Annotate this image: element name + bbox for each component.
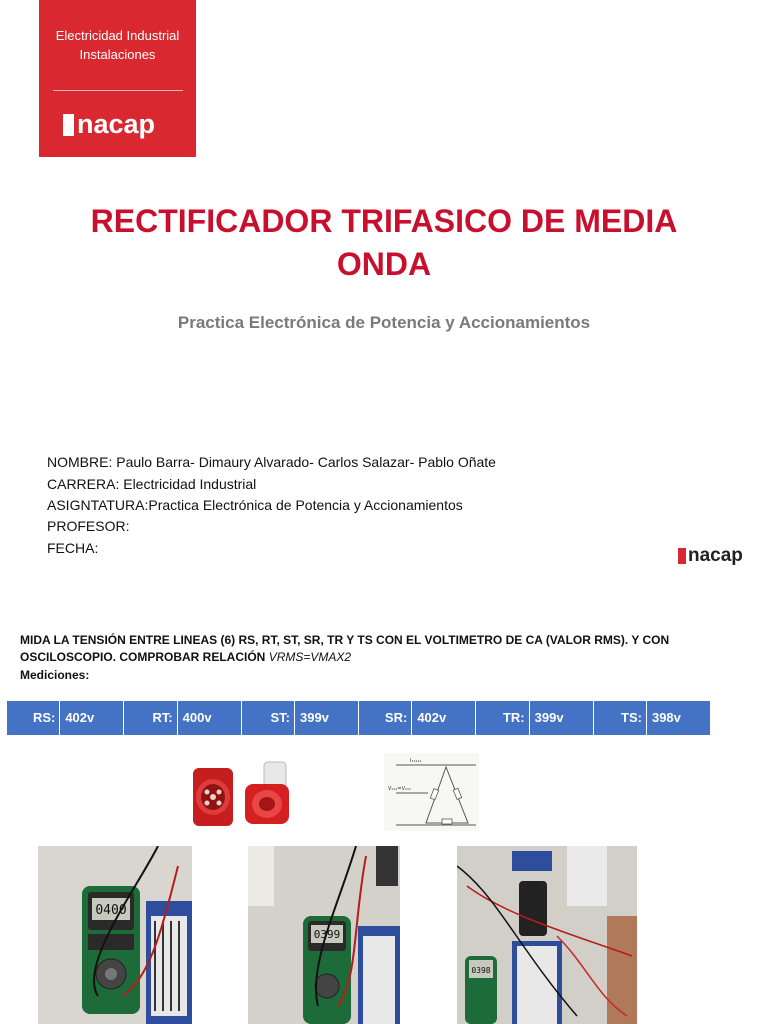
- brand-line-2: Instalaciones: [79, 47, 156, 62]
- brand-divider: [53, 90, 183, 91]
- measurements-table: [7, 701, 710, 735]
- measurement-cell: [124, 701, 241, 735]
- circuit-label-left: V₁₁₁=V₁₁₁: [388, 786, 412, 792]
- meter-1-reading: 0400: [95, 903, 127, 918]
- measurement-label: ST:: [242, 701, 295, 735]
- instruction-line-2: [20, 650, 351, 664]
- measurement-cell: [359, 701, 476, 735]
- page-subtitle: Practica Electrónica de Potencia y Accionamientos: [177, 313, 591, 332]
- measurement-cell: [7, 701, 124, 735]
- info-nombre: NOMBRE: Paulo Barra- Dimaury Alvarado- Carlos Salazar- Pablo Oñate: [47, 454, 496, 470]
- measurement-label: TS:: [594, 701, 647, 735]
- multimeter-photo-1: [38, 846, 192, 1024]
- delta-circuit-diagram: [384, 753, 479, 831]
- instruction-line-1: MIDA LA TENSIÓN ENTRE LINEAS (6) RS, RT, ST, SR, TR Y TS CON EL VOLTIMETRO DE CA (VALOR RMS). Y CON: [20, 633, 670, 647]
- brand-line-1: Electricidad Industrial: [55, 28, 180, 43]
- meter-3-reading: 0398: [471, 966, 491, 975]
- measurement-value: 402v: [417, 710, 447, 725]
- instruction-prefix: OSCILOSCOPIO. COMPROBAR RELACIÓN: [20, 650, 269, 664]
- logo-text: nacap: [77, 109, 156, 139]
- brand-header-box: [39, 0, 196, 157]
- meter-2-reading: 0399: [313, 928, 341, 941]
- measurement-cell: [594, 701, 710, 735]
- measurement-value: 398v: [651, 710, 681, 725]
- info-profesor: PROFESOR:: [47, 518, 130, 534]
- measurement-label: SR:: [359, 701, 412, 735]
- logo-mark-icon: [678, 548, 686, 564]
- circuit-label-top: I₁₁₁₁₁: [410, 758, 422, 764]
- title-line-1: RECTIFICADOR TRIFASICO DE MEDIA: [90, 203, 678, 239]
- info-asignatura: ASIGNTATURA:Practica Electrónica de Potencia y Accionamientos: [47, 497, 463, 513]
- instruction-formula: VRMS=VMAX2: [268, 650, 352, 664]
- info-fecha: FECHA:: [47, 540, 99, 556]
- logo-text: nacap: [688, 545, 743, 566]
- measurement-value: 399v: [299, 710, 329, 725]
- page-title: [60, 200, 708, 286]
- mediciones-label: Mediciones:: [20, 668, 90, 682]
- measurement-value: 400v: [182, 710, 212, 725]
- info-carrera: CARRERA: Electricidad Industrial: [47, 476, 257, 492]
- inacap-logo: [63, 109, 155, 140]
- measurement-cell: [242, 701, 359, 735]
- inacap-logo-small: [678, 545, 743, 567]
- measurement-label: RT:: [124, 701, 177, 735]
- measurement-value: 399v: [534, 710, 564, 725]
- measurement-label: RS:: [7, 701, 60, 735]
- measurement-value: 402v: [65, 710, 95, 725]
- industrial-connector-image: [190, 760, 295, 830]
- multimeter-photo-2: [248, 846, 400, 1024]
- measurement-cell: [476, 701, 593, 735]
- measurement-label: TR:: [476, 701, 529, 735]
- multimeter-photo-3: [457, 846, 637, 1024]
- logo-mark-icon: [63, 114, 74, 136]
- title-line-2: ONDA: [336, 246, 432, 282]
